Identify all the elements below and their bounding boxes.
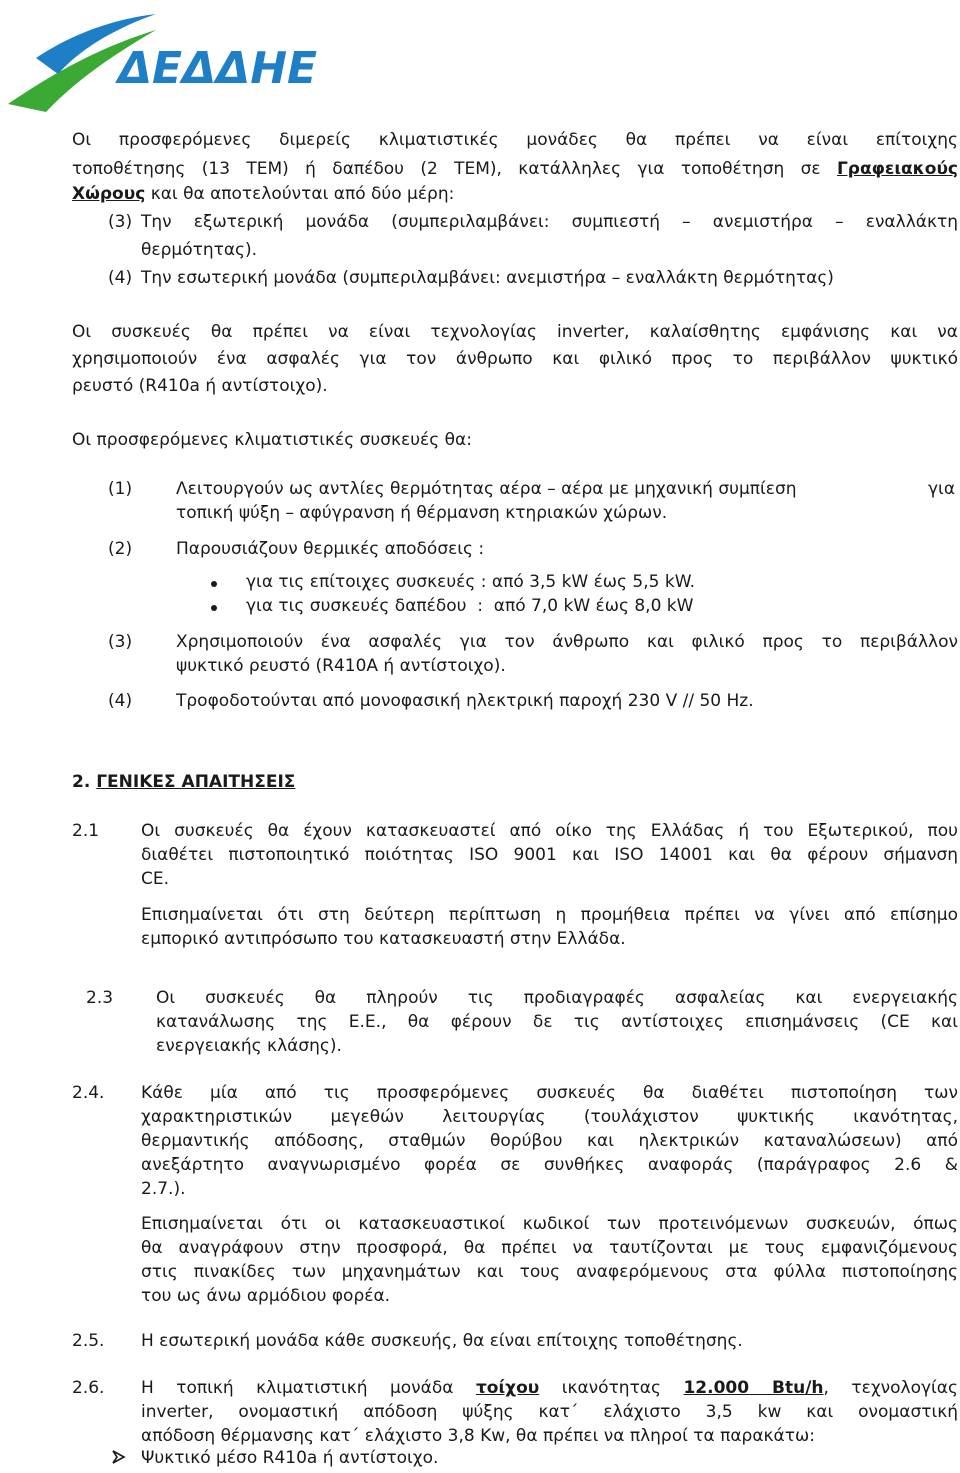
clause-2-6-line-3: απόδοση θέρμανσης κατ΄ ελάχιστο 3,8 Kw, θα πρέπει να πληροί τα παρακάτω: [141,1426,815,1446]
clause-2-3-line-1: Οι συσκευές θα πληρούν τις προδιαγραφές ασφαλείας και ενεργειακής [156,988,958,1008]
para2-line-1: Οι συσκευές θα πρέπει να είναι τεχνολογίας inverter, καλαίσθητης εμφάνισης και να [72,322,958,342]
clause-2-6-line-1: Η τοπική κλιματιστική μονάδα τοίχου ικανότητας 12.000 Btu/h, τεχνολογίας [141,1378,958,1398]
clause-2-1-note-2: εμπορικό αντιπρόσωπο του κατασκευαστή στην Ελλάδα. [141,929,626,949]
clause-2-3-line-3: ενεργειακής κλάσης). [156,1036,342,1056]
clause-2-4-note-4: του ως άνω αρμόδιου φορέα. [141,1286,391,1306]
list-item-3-line-1: Χρησιμοποιούν ένα ασφαλές για τον άνθρωπο και φιλικό προς το περιβάλλον [176,632,958,652]
para2-line-2: χρησιμοποιούν ένα ασφαλές για τον άνθρωπο και φιλικό προς το περιβάλλον ψυκτικό [72,349,958,369]
clause-2-4-note-3: στις πινακίδες των μηχανημάτων και τους αναφερόμενους στα φύλλα πιστοποίησης [141,1262,958,1282]
clause-2-4-line-4: ανεξάρτητο αναγνωρισμένο φορέα σε συνθήκες αναφοράς (παράγραφος 2.6 & [141,1155,958,1175]
list-item-1-number: (1) [108,479,133,499]
list-item-2-text: Παρουσιάζουν θερμικές αποδόσεις : [176,539,485,559]
clause-2-5-text: Η εσωτερική μονάδα κάθε συσκευής, θα είναι επίτοιχης τοποθέτησης. [141,1331,743,1351]
list-item-4-text: Τροφοδοτούνται από μονοφασική ηλεκτρική παροχή 230 V // 50 Hz. [176,691,754,711]
list-item-1-line-1: Λειτουργούν ως αντλίες θερμότητας αέρα – αέρα με μηχανική συμπίεση [176,479,797,499]
clause-2-3-line-2: κατανάλωσης της Ε.Ε., θα φέρουν δε τις αντίστοιχες επισημάνσεις (CE και [156,1012,958,1032]
clause-2-4-line-5: 2.7.). [141,1179,186,1199]
intro-item-3-line-2: θερμότητας). [141,240,258,260]
section-heading: 2. ΓΕΝΙΚΕΣ ΑΠΑΙΤΗΣΕΙΣ [72,772,296,792]
list-item-3-number: (3) [108,632,133,652]
clause-2-4-line-3: θερμαντικής απόδοσης, σταθμών θορύβου και ηλεκτρικών καταναλώσεων) από [141,1131,958,1151]
clause-2-1-line-2: διαθέτει πιστοποιητικό ποιότητας ISO 9001 και ISO 14001 και θα φέρουν σήμανση [141,845,958,865]
intro-item-4-number: (4) [108,268,133,288]
para2-line-3: ρευστό (R410a ή αντίστοιχο). [72,376,328,396]
intro-item-3-number: (3) [108,212,133,232]
intro-line-1: Οι προσφερόμενες διμερείς κλιματιστικές μονάδες θα πρέπει να είναι επίτοιχης [72,130,958,150]
clause-2-4-note-2: θα αναγράφουν στην προσφορά, θα πρέπει να ταυτίζονται με τους εμφανιζόμενους [141,1238,958,1258]
intro-item-4-text: Την εσωτερική μονάδα (συμπεριλαμβάνει: ανεμιστήρα – εναλλάκτη θερμότητας) [141,268,834,288]
bullet-item-2: για τις συσκευές δαπέδου : από 7,0 kW έως 8,0 kW [246,596,694,616]
intro-line-2: τοποθέτησης (13 ΤΕΜ) ή δαπέδου (2 ΤΕΜ), κατάλληλες για τοποθέτηση σε Γραφειακούς [72,159,958,179]
clause-2-1-number: 2.1 [72,821,100,841]
clause-2-4-number: 2.4. [72,1083,105,1103]
company-logo [6,8,346,118]
list-item-2-number: (2) [108,539,133,559]
bullet-item-1: για τις επίτοιχες συσκευές : από 3,5 kW έως 5,5 kW. [246,572,695,592]
clause-2-6-number: 2.6. [72,1378,105,1398]
clause-2-1-line-1: Οι συσκευές θα έχουν κατασκευαστεί από οίκο της Ελλάδας ή του Εξωτερικού, που [141,821,958,841]
clause-2-6-line-2: inverter, ονομαστική απόδοση ψύξης κατ΄ ελάχιστο 3,5 kw και ονομαστική [141,1402,958,1422]
clause-2-1-line-3: CE. [141,869,170,889]
arrow-bullet-icon [112,1448,126,1473]
bullet-icon [211,570,217,595]
clause-2-4-note-1: Επισημαίνεται ότι οι κατασκευαστικοί κωδικοί των προτεινόμενων συσκευών, όπως [141,1214,958,1234]
clause-2-3-number: 2.3 [86,988,114,1008]
list-item-1-tail: για [928,479,956,499]
clause-2-4-line-2: χαρακτηριστικών μεγεθών λειτουργίας (τουλάχιστον ψυκτικής ικανότητας, [141,1107,958,1127]
logo-text: ΔΕΔΔΗΕ [118,43,318,94]
list-item-4-number: (4) [108,691,133,711]
clause-2-5-number: 2.5. [72,1331,105,1351]
list-item-1-line-2: τοπική ψύξη – αφύγρανση ή θέρμανση κτηριακών χώρων. [176,503,668,523]
bullet-icon [211,594,217,619]
clause-2-6-arrow-item: Ψυκτικό μέσο R410a ή αντίστοιχο. [141,1448,439,1468]
list-item-3-line-2: ψυκτικό ρευστό (R410A ή αντίστοιχο). [176,656,506,676]
intro-item-3-line-1: Την εξωτερική μονάδα (συμπεριλαμβάνει: συμπιεστή – ανεμιστήρα – εναλλάκτη [141,212,958,232]
para3: Οι προσφερόμενες κλιματιστικές συσκευές θα: [72,430,472,450]
intro-line-3: Χώρους και θα αποτελούνται από δύο μέρη: [72,184,455,204]
clause-2-4-line-1: Κάθε μία από τις προσφερόμενες συσκευές θα διαθέτει πιστοποίηση των [141,1083,958,1103]
clause-2-1-note-1: Επισημαίνεται ότι στη δεύτερη περίπτωση η προμήθεια πρέπει να γίνει από επίσημο [141,905,958,925]
